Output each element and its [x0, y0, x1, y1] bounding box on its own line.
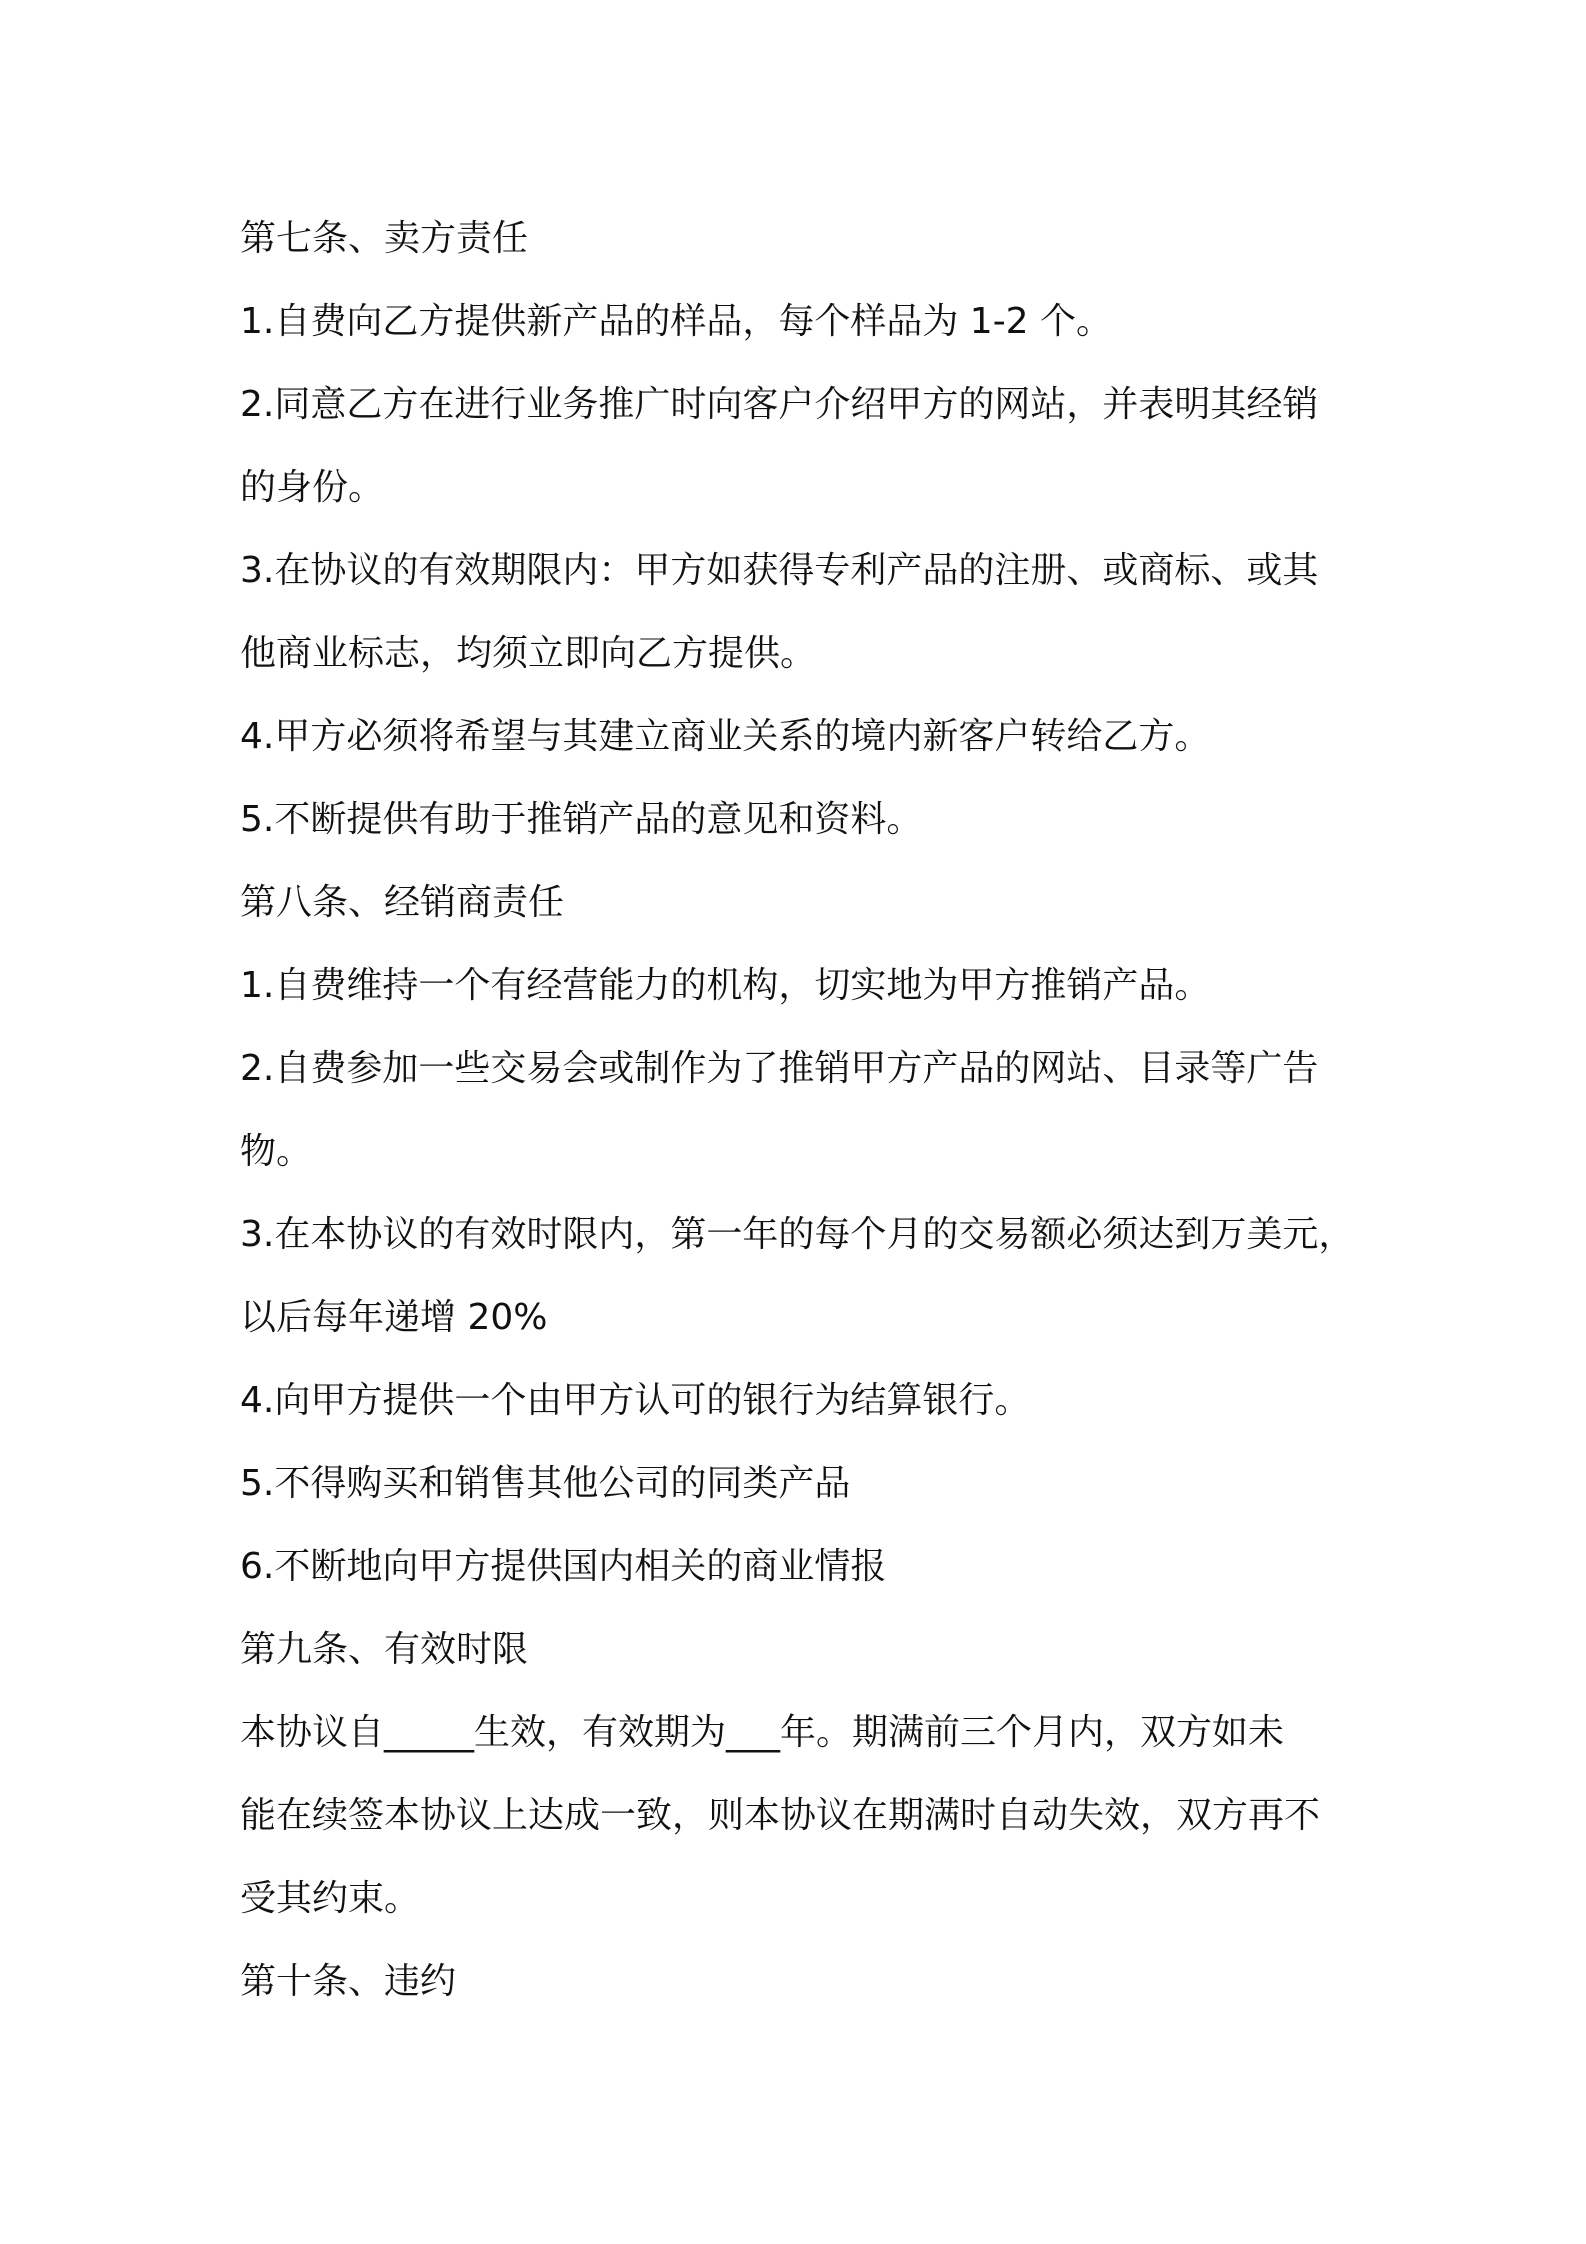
clause-9-text-cont-1: 能在续签本协议上达成一致，则本协议在期满时自动失效，双方再不: [240, 1795, 1321, 1836]
clause-7-1: 1.自费向乙方提供新产品的样品，每个样品为 1-2 个。: [240, 301, 1113, 342]
clause-8-1: 1.自费维持一个有经营能力的机构，切实地为甲方推销产品。: [240, 965, 1211, 1006]
clause-7-2: 2.同意乙方在进行业务推广时向客户介绍甲方的网站，并表明其经销: [240, 384, 1319, 425]
clause-7-5: 5.不断提供有助于推销产品的意见和资料。: [240, 799, 923, 840]
clause-8-3-cont: 以后每年递增 20%: [240, 1297, 548, 1338]
clause-9-text-cont-2: 受其约束。: [240, 1878, 421, 1919]
clause-8-4: 4.向甲方提供一个由甲方认可的银行为结算银行。: [240, 1380, 1031, 1421]
clause-7-4: 4.甲方必须将希望与其建立商业关系的境内新客户转给乙方。: [240, 716, 1211, 757]
clause-8-2: 2.自费参加一些交易会或制作为了推销甲方产品的网站、目录等广告: [240, 1048, 1319, 1089]
clause-8-6: 6.不断地向甲方提供国内相关的商业情报: [240, 1546, 887, 1587]
section-heading-10: 第十条、违约: [240, 1961, 457, 2002]
document-body: [240, 197, 1400, 2023]
clause-7-3-cont: 他商业标志，均须立即向乙方提供。: [240, 633, 817, 674]
section-heading-7: 第七条、卖方责任: [240, 218, 529, 259]
section-heading-8: 第八条、经销商责任: [240, 882, 565, 923]
section-heading-9: 第九条、有效时限: [240, 1629, 529, 1670]
clause-7-3: 3.在协议的有效期限内：甲方如获得专利产品的注册、或商标、或其: [240, 550, 1319, 591]
clause-9-text: 本协议自_____生效，有效期为___年。期满前三个月内，双方如未: [240, 1712, 1285, 1753]
clause-8-3: 3.在本协议的有效时限内，第一年的每个月的交易额必须达到万美元，: [240, 1214, 1355, 1255]
clause-8-2-cont: 物。: [240, 1131, 313, 1172]
clause-8-5: 5.不得购买和销售其他公司的同类产品: [240, 1463, 851, 1504]
clause-7-2-cont: 的身份。: [240, 467, 385, 508]
